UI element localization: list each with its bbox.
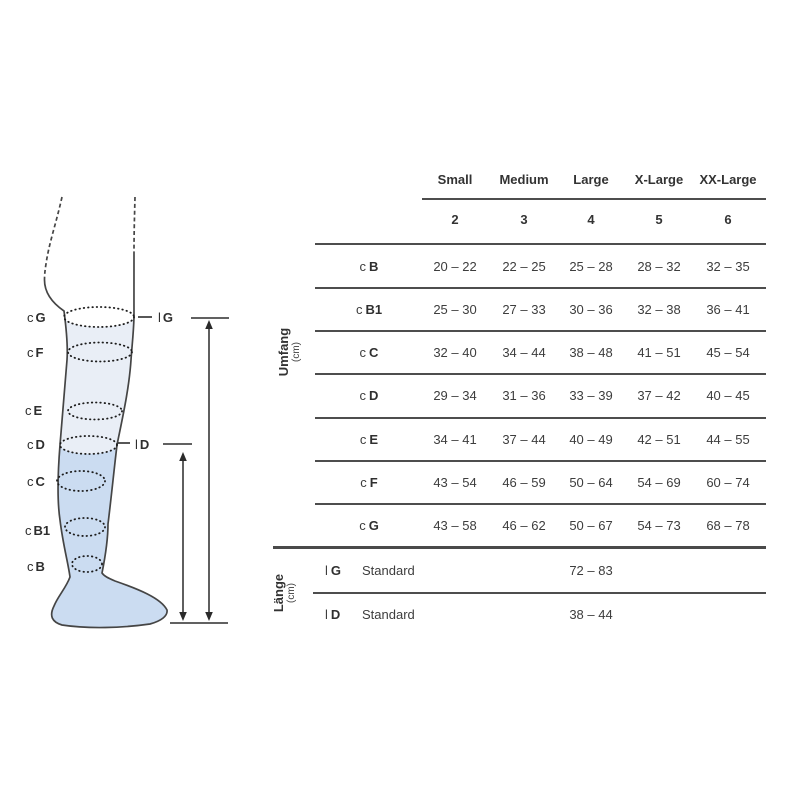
divider (313, 592, 766, 594)
laenge-section-label: Länge (cm) (271, 573, 297, 613)
value-cell: 50 – 67 (569, 518, 613, 533)
value-cell: 27 – 33 (502, 302, 546, 317)
divider (315, 503, 766, 505)
section-divider (273, 546, 766, 549)
value-cell: 32 – 35 (706, 259, 750, 274)
divider (315, 243, 766, 245)
size-header: Medium (499, 172, 549, 187)
value-cell: 31 – 36 (502, 388, 546, 403)
value-cell: 38 – 48 (569, 345, 613, 360)
value-cell: 43 – 58 (433, 518, 477, 533)
size-header: Small (437, 172, 473, 187)
label-lG: l G (158, 310, 174, 325)
value-cell: 50 – 64 (569, 475, 613, 490)
divider (315, 417, 766, 419)
value-cell: 28 – 32 (637, 259, 681, 274)
value-cell: 44 – 55 (706, 432, 750, 447)
value-cell: 34 – 44 (502, 345, 546, 360)
size-header: Large (573, 172, 609, 187)
label-cB1: c B1 (25, 523, 51, 538)
value-cell: 30 – 36 (569, 302, 613, 317)
value-cell: 37 – 42 (637, 388, 681, 403)
size-number: 6 (724, 212, 732, 227)
size-header: X-Large (634, 172, 684, 187)
size-number: 5 (655, 212, 663, 227)
value-cell: 36 – 41 (706, 302, 750, 317)
table-row-lD (0, 606, 800, 624)
table-row-cF (0, 474, 800, 492)
value-cell: 38 – 44 (569, 607, 613, 622)
value-cell: 41 – 51 (637, 345, 681, 360)
size-number: 4 (587, 212, 595, 227)
table-row-cE (0, 431, 800, 449)
leg-measurement-diagram (0, 0, 270, 660)
value-cell: 33 – 39 (569, 388, 613, 403)
value-cell: 25 – 28 (569, 259, 613, 274)
table-row-cC (0, 344, 800, 362)
value-cell: 46 – 59 (502, 475, 546, 490)
divider (422, 198, 766, 200)
row-label: l D (325, 607, 341, 622)
label-lD: l D (135, 437, 150, 452)
label-cF: c F (27, 345, 44, 360)
size-header-row (0, 171, 800, 189)
row-label: c B1 (355, 302, 383, 317)
size-header: XX-Large (699, 172, 757, 187)
row-label: c C (359, 345, 379, 360)
value-cell: 34 – 41 (433, 432, 477, 447)
value-cell: 72 – 83 (569, 563, 613, 578)
row-label: c G (359, 518, 379, 533)
value-cell: 54 – 69 (637, 475, 681, 490)
size-number-row (0, 211, 800, 229)
table-row-cB1 (0, 301, 800, 319)
value-cell: 29 – 34 (433, 388, 477, 403)
divider (315, 373, 766, 375)
value-cell: 22 – 25 (502, 259, 546, 274)
divider (315, 460, 766, 462)
label-cG: c G (27, 310, 46, 325)
divider (315, 287, 766, 289)
value-cell: 60 – 74 (706, 475, 750, 490)
value-cell: 43 – 54 (433, 475, 477, 490)
value-cell: 40 – 49 (569, 432, 613, 447)
value-cell: 54 – 73 (637, 518, 681, 533)
size-number: 2 (451, 212, 459, 227)
table-row-cD (0, 387, 800, 405)
size-number: 3 (520, 212, 528, 227)
value-cell: 25 – 30 (433, 302, 477, 317)
value-cell: 20 – 22 (433, 259, 477, 274)
value-cell: 42 – 51 (637, 432, 681, 447)
length-type: Standard (362, 607, 415, 622)
label-cC: c C (27, 474, 45, 489)
label-cB: c B (27, 559, 45, 574)
table-row-cG (0, 517, 800, 535)
value-cell: 46 – 62 (502, 518, 546, 533)
value-cell: 37 – 44 (502, 432, 546, 447)
row-label: l G (325, 563, 342, 578)
umfang-section-label: Umfang (cm) (276, 327, 302, 377)
row-label: c F (360, 475, 378, 490)
label-cD: c D (27, 437, 45, 452)
divider (315, 330, 766, 332)
label-cE: c E (25, 403, 43, 418)
row-label: c D (359, 388, 379, 403)
value-cell: 45 – 54 (706, 345, 750, 360)
value-cell: 68 – 78 (706, 518, 750, 533)
value-cell: 32 – 38 (637, 302, 681, 317)
value-cell: 32 – 40 (433, 345, 477, 360)
stocking-fill (52, 445, 167, 628)
row-label: c E (359, 432, 379, 447)
table-row-lG (0, 562, 800, 580)
row-label: c B (359, 259, 379, 274)
length-type: Standard (362, 563, 415, 578)
table-row-cB (0, 258, 800, 276)
value-cell: 40 – 45 (706, 388, 750, 403)
